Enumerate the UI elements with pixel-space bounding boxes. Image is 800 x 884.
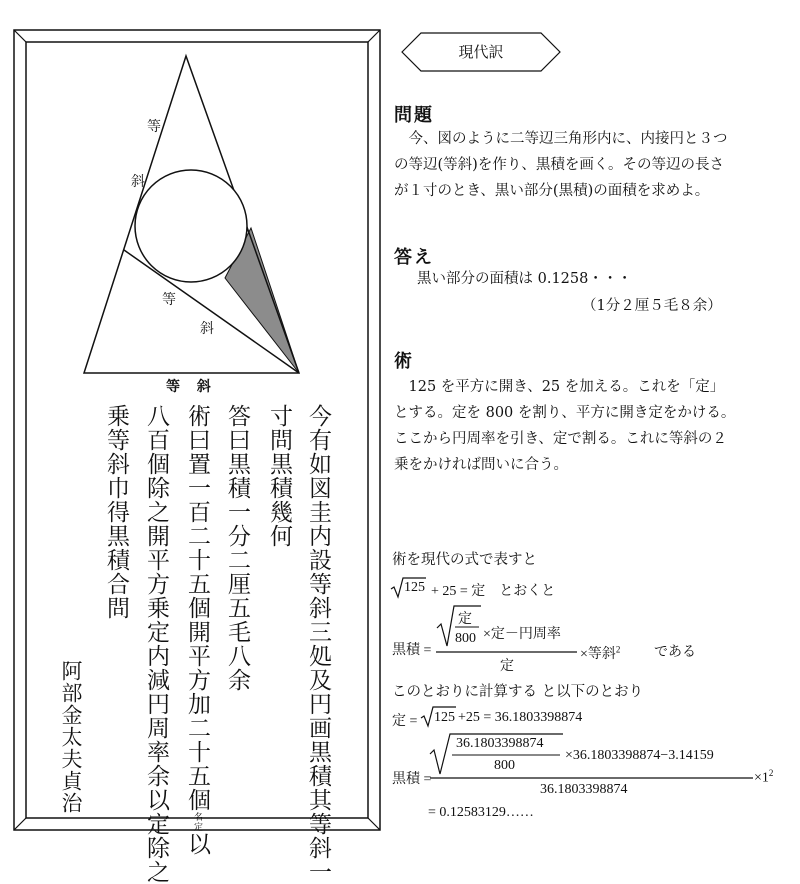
method-text: 125 を平方に開き、25 を加える。これを「定」 とする。定を 800 を割り、平方に開き定をかける。 ここから円周率を引き、定で割る。これに等斜の２ 乗をかければ問いに合う。 [394,379,736,473]
method-heading: 術 [394,351,414,372]
author-name: 阿部金太夫貞治 [59,660,83,814]
column-3: 答曰黒積一分二厘五毛八余 [224,404,250,692]
inscribed-circle [135,170,247,282]
label-base: 等 斜 [166,379,217,395]
def-radicand: 125 [404,580,425,595]
column-4 [183,404,211,856]
dearu-text: である [654,645,696,660]
times-one: $\times 1^2$ [754,768,774,786]
frac-numerator: 定 [458,612,472,627]
result: = 0.12583129…… [428,805,534,820]
times-tei: ×定－円周率 [483,627,561,642]
def-rest: + 25 = 定 とおくと [431,584,556,599]
times-tousha: ×等斜$^2$ [580,644,621,662]
problem-heading: 問題 [394,105,434,126]
den-value: 36.1803398874 [540,782,628,797]
tei-rest: +25 = 36.1803398874 [458,710,583,725]
answer-units: （1分２厘５毛８余） [582,298,722,314]
formula-intro: 術を現代の式で表すと [392,552,537,568]
calc-intro: このとおりに計算する と以下のとおり [392,684,644,700]
column-1: 今有如図圭内設等斜三処及円画黒積其等斜一 [305,404,331,884]
kokuseki2-label: 黒積 = [392,772,432,787]
column-5: 八百個除之開平方乗定内減円周率余以定除之 [143,404,169,884]
mult-part: ×36.1803398874−3.14159 [565,748,714,763]
big-denominator: 800 [494,758,515,773]
answer-heading: 答え [394,247,434,268]
column-4-sub: 名定 [192,812,202,832]
big-numerator: 36.1803398874 [456,736,544,751]
problem-text: 今、図のように二等辺三角形内に、内接円と３つ の等辺(等斜)を作り、黒積を画く。その等辺の長さ が１寸のとき、黒い部分(黒積)の面積を求めよ。 [394,131,728,199]
label-inner-upper: 等 [162,292,176,308]
column-2: 寸問黒積幾何 [266,404,292,548]
label-inner-lower: 斜 [200,321,214,337]
label-left-lower: 斜 [131,174,145,190]
answer-value: 黒い部分の面積は 0.1258・・・ [417,271,632,287]
banner-title: 現代訳 [458,43,504,61]
column-6: 乗等斜巾得黒積合問 [103,404,129,620]
column-4-last: 以 [184,832,210,856]
den-tei: 定 [500,659,514,674]
tei-eq: 定 = [392,714,418,729]
column-4-text: 術曰置一百二十五個開平方加二十五個 [184,404,210,812]
tei-radicand: 125 [434,710,455,725]
kokuseki-label: 黒積 = [392,643,432,658]
label-left-upper: 等 [147,119,161,135]
frac-denominator: 800 [455,631,476,646]
